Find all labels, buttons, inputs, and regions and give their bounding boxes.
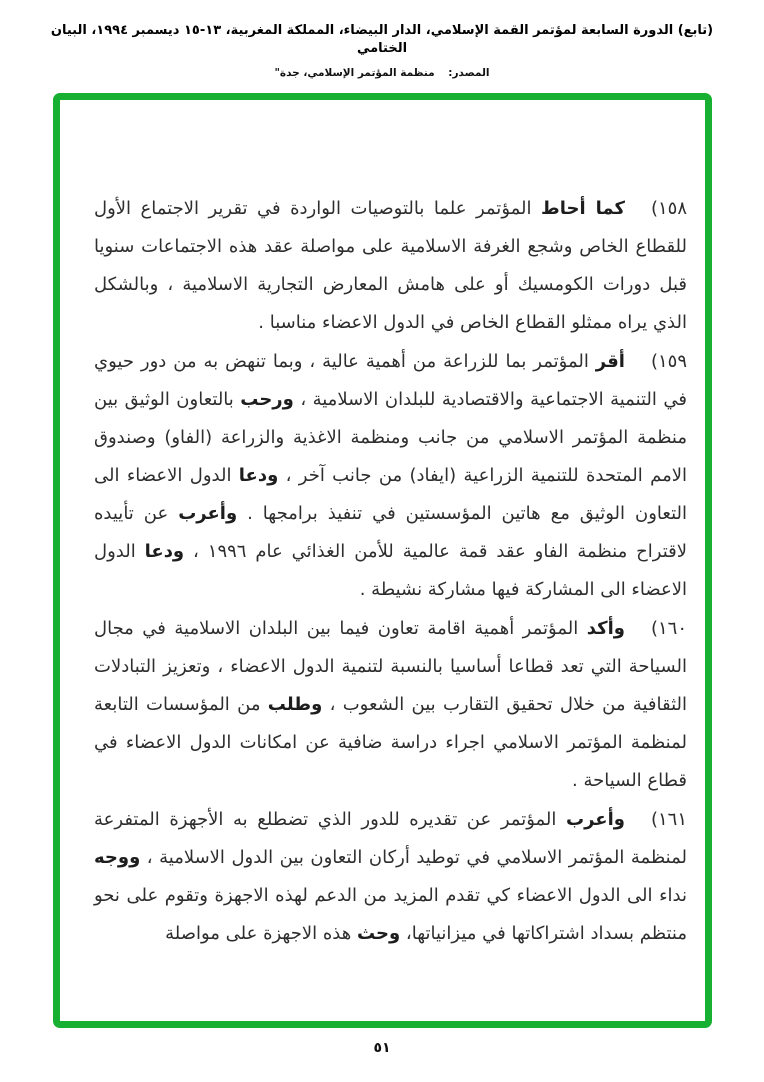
body-text: المؤتمر علما بالتوصيات الواردة في تقرير الاجتماع الأول للقطاع الخاص وشجع الغرفة الاسلامية على مواصلة عقد هذه الاجتماعات سنويا قبل دورات الكومسيك أو على هامش المعارض التجارية الاسلامية ، وبالشكل الذي يراه ممثلو القطاع الخاص في الدول الاعضاء مناسبا . (94, 198, 687, 333)
emphasized-text: ودعا (144, 541, 185, 562)
page-header (0, 0, 764, 79)
body-text: المؤتمر عن تقديره للدور الذي تضطلع به الأجهزة المتفرعة لمنظمة المؤتمر الاسلامي في توطيد أركان التعاون بين الدول الاسلامية ، (94, 809, 687, 868)
emphasized-text: ووجه (94, 847, 141, 868)
body-text: المؤتمر أهمية اقامة تعاون فيما بين البلدان الاسلامية في مجال السياحة التي تعد قطاعا أساسيا بالنسبة لتنمية الدول الاعضاء ، وتعزيز التبادلات الثقافية من خلال تحقيق التقارب بين الشعوب ، (94, 618, 687, 715)
emphasized-text: أقر (595, 351, 625, 372)
body-text: هذه الاجهزة على مواصلة (165, 923, 357, 944)
paragraph (94, 801, 687, 953)
paragraph-number: ١٦٠) (650, 618, 687, 639)
paragraph (94, 610, 687, 800)
source-label: المصدر: (448, 67, 490, 79)
body-text: من المؤسسات التابعة لمنظمة المؤتمر الاسلامي اجراء دراسة ضافية عن امكانات الدول الاعضاء في قطاع السياحة . (94, 694, 687, 791)
emphasized-text: وأكد (586, 618, 625, 639)
paragraph (94, 343, 687, 609)
page-number: ٥١ (373, 1040, 391, 1056)
paragraph-number: ١٥٩) (650, 351, 687, 372)
paragraphs (60, 100, 705, 953)
emphasized-text: وأعرب (566, 809, 625, 830)
paragraph-number: ١٥٨) (650, 198, 687, 219)
emphasized-text: وأعرب (178, 503, 238, 524)
emphasized-text: ودعا (238, 465, 279, 486)
body-text: المؤتمر بما للزراعة من أهمية عالية ، وبما تنهض به من دور حيوي في التنمية الاجتماعية والاقتصادية للبلدان الاسلامية ، (94, 351, 687, 410)
paragraph (94, 190, 687, 342)
body-text: الدول الاعضاء الى التعاون الوثيق مع هاتين المؤسستين في تنفيذ برامجها . (94, 465, 687, 524)
scan-frame (53, 93, 712, 1028)
document-title: (تابع) الدورة السابعة لمؤتمر القمة الإسلامي، الدار البيضاء، المملكة المغربية، ١٣-١٥ ديسمبر ١٩٩٤، البيان الختامي (50, 23, 714, 56)
emphasized-text: ورحب (240, 389, 294, 410)
body-text: بالتعاون الوثيق بين منظمة المؤتمر الاسلامي من جانب ومنظمة الاغذية والزراعة (الفاو) وصندوق الامم المتحدة للتنمية الزراعية (ايفاد) من جانب آخر ، (94, 389, 687, 486)
emphasized-text: كما أحاط (541, 198, 625, 219)
emphasized-text: وحث (356, 923, 401, 944)
source-value: منظمة المؤتمر الإسلامي، جدة" (274, 67, 435, 79)
body-text: الدول الاعضاء الى المشاركة فيها مشاركة نشيطة . (94, 541, 687, 600)
emphasized-text: وطلب (267, 694, 323, 715)
paragraph-number: ١٦١) (650, 809, 687, 830)
source-line (0, 67, 764, 79)
body-text: نداء الى الدول الاعضاء كي تقدم المزيد من الدعم لهذه الاجهزة وتقوم على نحو منتظم بسداد اشتراكاتها في ميزانياتها، (94, 885, 687, 944)
body-text: عن تأييده لاقتراح منظمة الفاو عقد قمة عالمية للأمن الغذائي عام ١٩٩٦ ، (94, 503, 687, 562)
